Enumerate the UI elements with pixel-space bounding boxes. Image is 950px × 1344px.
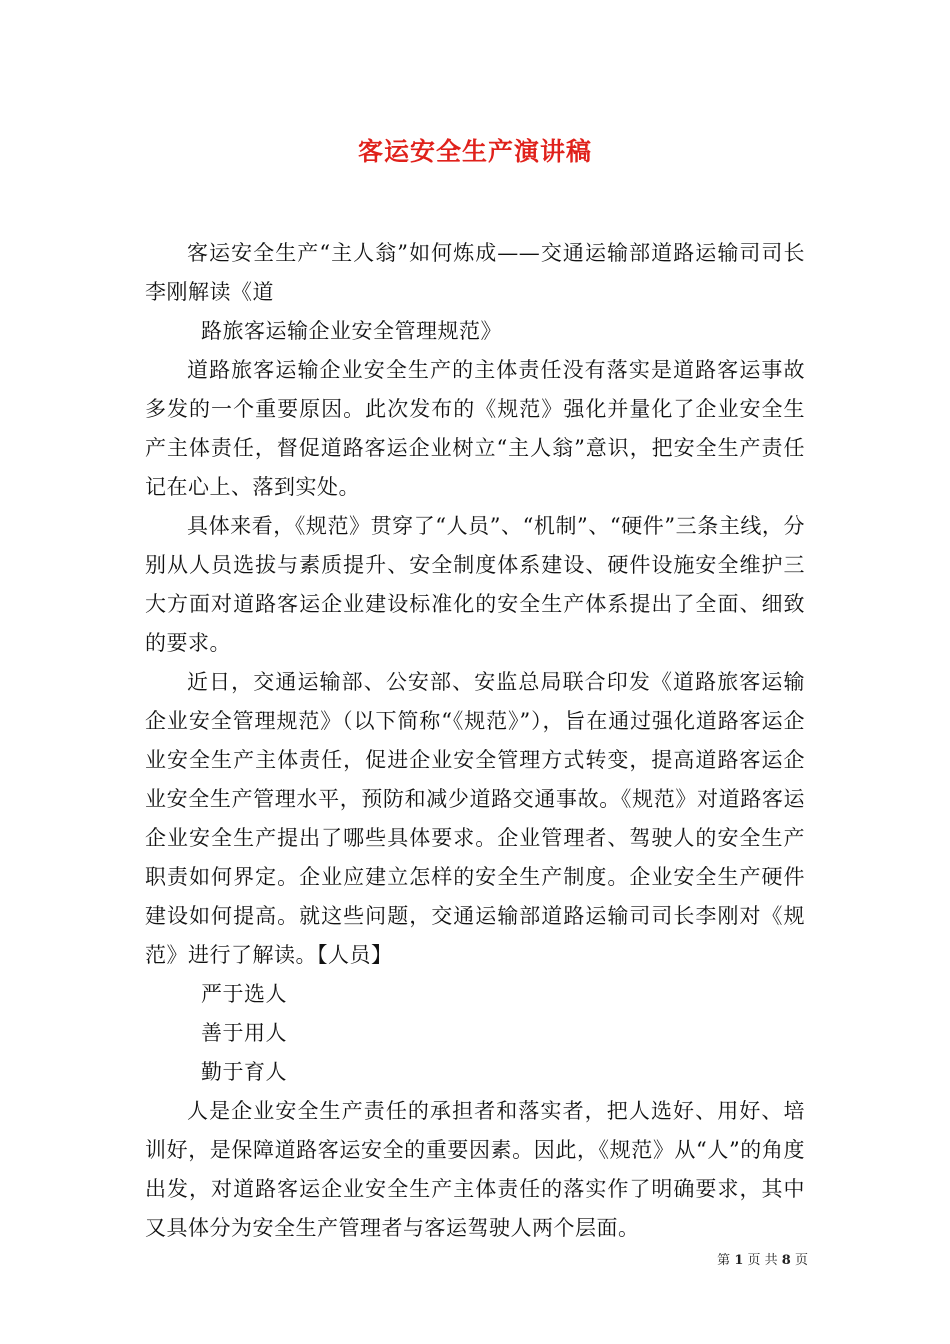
paragraph-2: 具体来看，《规范》贯穿了“人员”、“机制”、“硬件”三条主线，分别从人员选拔与素质提升、安全制度体系建设、硬件设施安全维护三大方面对道路客运企业建设标准化的安全生产体系提出了全面、细致的要求。 — [145, 514, 805, 655]
footer-prefix: 第 — [717, 1253, 731, 1268]
page-number-footer — [717, 1249, 808, 1268]
list-item-use: 善于用人 — [201, 1021, 287, 1045]
paragraph-3: 近日，交通运输部、公安部、安监总局联合印发《道路旅客运输企业安全管理规范》（以下简称“《规范》”），旨在通过强化道路客运企业安全生产主体责任，促进企业安全管理方式转变，提高道路客运企业安全生产管理水平，预防和减少道路交通事故。《规范》对道路客运企业安全生产提出了哪些具体要求。企业管理者、驾驶人的安全生产职责如何界定。企业应建立怎样的安全生产制度。企业安全生产硬件建设如何提高。就这些问题，交通运输部道路运输司司长李刚对《规范》进行了解读。【人员】 — [145, 670, 805, 967]
list-item-train: 勤于育人 — [201, 1060, 287, 1084]
document-body — [145, 234, 805, 1248]
paragraph-1: 道路旅客运输企业安全生产的主体责任没有落实是道路客运事故多发的一个重要原因。此次发布的《规范》强化并量化了企业安全生产主体责任，督促道路客运企业树立“主人翁”意识，把安全生产责任记在心上、落到实处。 — [145, 358, 805, 499]
footer-suffix: 页 — [794, 1253, 808, 1268]
paragraph-heading-line-2: 路旅客运输企业安全管理规范》 — [201, 319, 502, 343]
document-title: 客运安全生产演讲稿 — [357, 137, 592, 166]
paragraph-heading-line-1: 客运安全生产“主人翁”如何炼成——交通运输部道路运输司司长李刚解读《道 — [145, 241, 805, 304]
footer-middle: 页 共 — [747, 1253, 778, 1268]
paragraph-4: 人是企业安全生产责任的承担者和落实者，把人选好、用好、培训好，是保障道路客运安全的重要因素。因此，《规范》从“人”的角度出发，对道路客运企业安全生产主体责任的落实作了明确要求，其中又具体分为安全生产管理者与客运驾驶人两个层面。 — [145, 1099, 805, 1240]
footer-total-pages: 8 — [781, 1253, 791, 1268]
list-item-select: 严于选人 — [201, 982, 287, 1006]
footer-current-page: 1 — [734, 1253, 744, 1268]
